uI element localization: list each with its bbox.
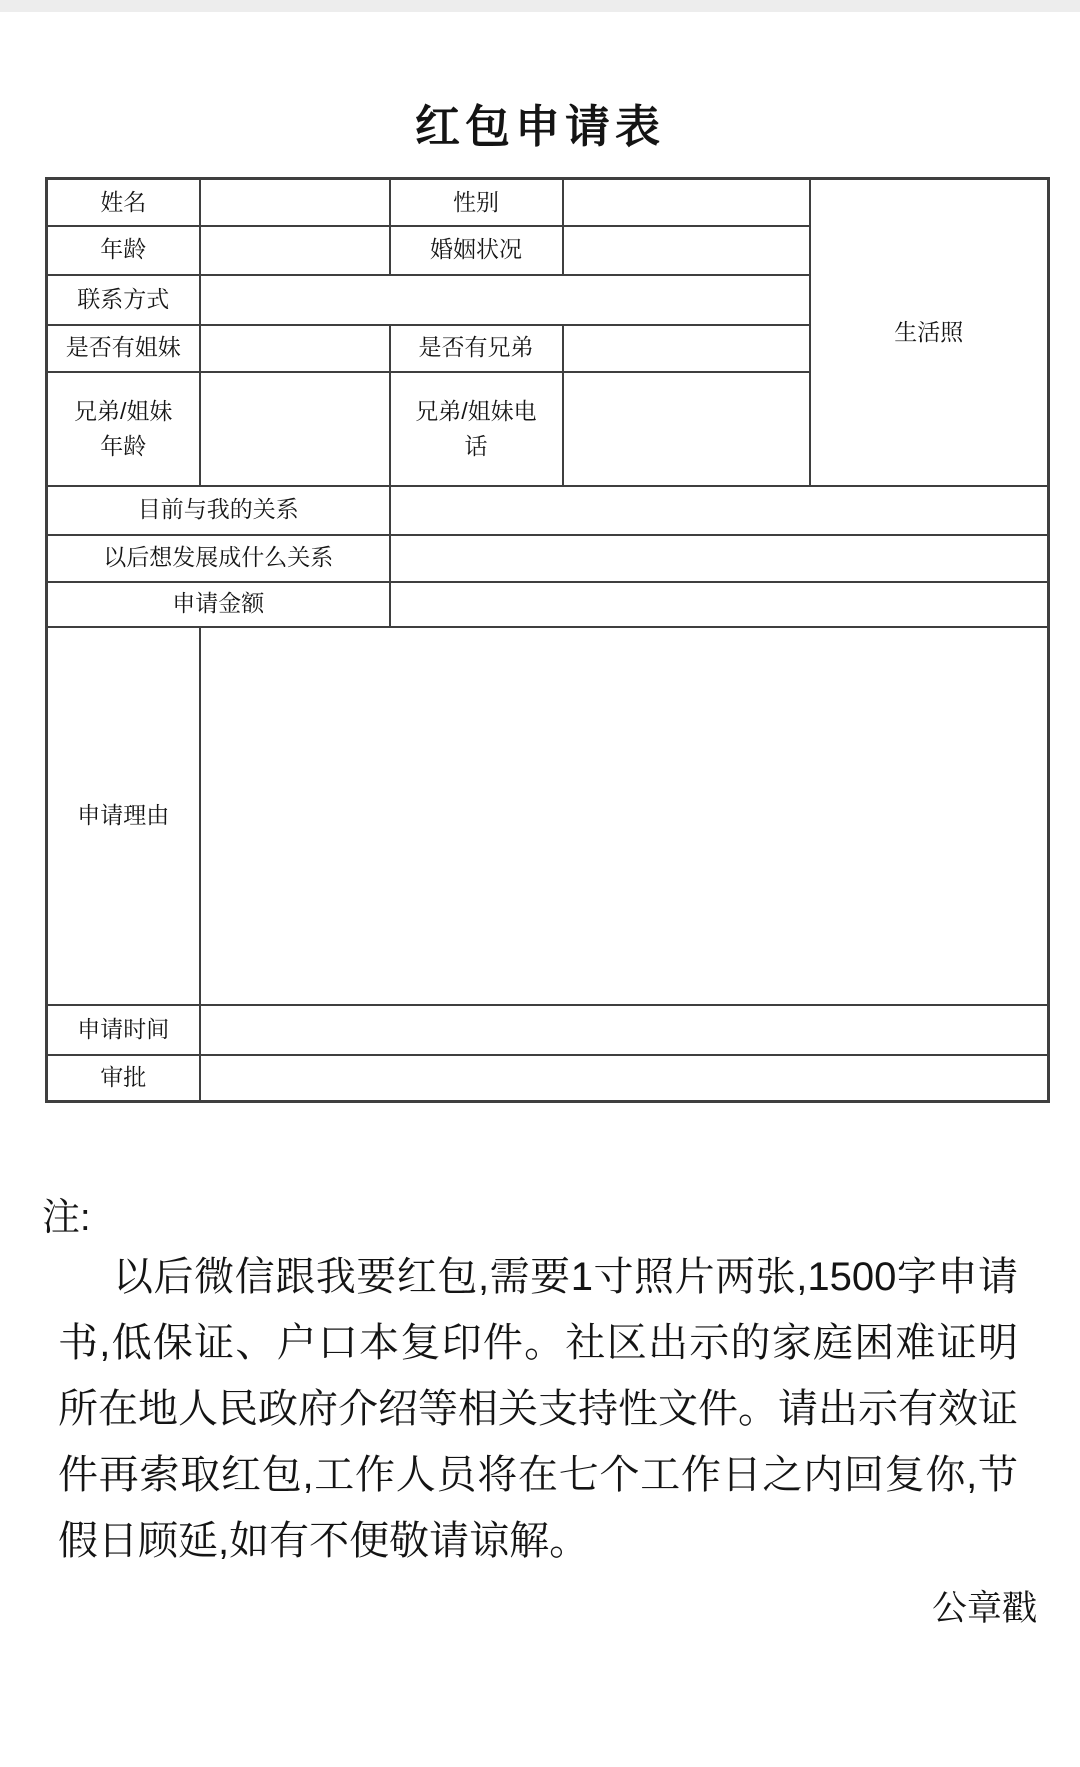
desired-relationship-label: 以后想发展成什么关系 [47, 535, 390, 582]
application-form-table [45, 177, 1050, 1103]
gender-label: 性别 [390, 179, 563, 226]
page-title: 红包申请表 [414, 102, 665, 152]
amount-label: 申请金额 [47, 582, 390, 627]
reason-label: 申请理由 [47, 627, 200, 1005]
has-sisters-value-cell[interactable] [200, 325, 390, 372]
has-brothers-value-cell[interactable] [563, 325, 810, 372]
sibling-age-value-cell[interactable] [200, 372, 390, 486]
contact-label: 联系方式 [47, 275, 200, 325]
reason-value-cell[interactable] [200, 627, 1049, 1005]
note-body-paragraph: 以后微信跟我要红包,需要1寸照片两张,1500字申请书,低保证、户口本复印件。社区出示的家庭困难证明所在地人民政府介绍等相关支持性文件。请出示有效证件再索取红包,工作人员将在七个工作日之内回复你,节假日顾延,如有不便敬请谅解。 [58, 1255, 1018, 1563]
table-row [47, 1055, 1049, 1102]
approval-label: 审批 [47, 1055, 200, 1102]
desired-relationship-value-cell[interactable] [390, 535, 1049, 582]
scan-top-edge [0, 0, 1080, 12]
table-row [47, 486, 1049, 535]
marital-status-value-cell[interactable] [563, 226, 810, 275]
contact-value-cell[interactable] [200, 275, 810, 325]
age-value-cell[interactable] [200, 226, 390, 275]
table-row [47, 582, 1049, 627]
current-relationship-value-cell[interactable] [390, 486, 1049, 535]
table-row [47, 1005, 1049, 1055]
name-value-cell[interactable] [200, 179, 390, 226]
sibling-phone-label-text: 兄弟/姐妹电话 [415, 398, 537, 459]
official-seal-label: 公章戳 [931, 1589, 1037, 1628]
has-sisters-label: 是否有姐妹 [47, 325, 200, 372]
table-row [47, 535, 1049, 582]
sibling-phone-label [390, 372, 563, 486]
apply-time-label: 申请时间 [47, 1005, 200, 1055]
approval-value-cell[interactable] [200, 1055, 1049, 1102]
current-relationship-label: 目前与我的关系 [47, 486, 390, 535]
gender-value-cell[interactable] [563, 179, 810, 226]
apply-time-value-cell[interactable] [200, 1005, 1049, 1055]
sibling-age-label-text: 兄弟/姐妹年龄 [74, 398, 173, 459]
life-photo-cell[interactable]: 生活照 [810, 179, 1049, 486]
name-label: 姓名 [47, 179, 200, 226]
age-label: 年龄 [47, 226, 200, 275]
marital-status-label: 婚姻状况 [390, 226, 563, 275]
table-row [47, 627, 1049, 1005]
has-brothers-label: 是否有兄弟 [390, 325, 563, 372]
amount-value-cell[interactable] [390, 582, 1049, 627]
note-label: 注: [42, 1197, 91, 1239]
sibling-phone-value-cell[interactable] [563, 372, 810, 486]
table-row [47, 179, 1049, 226]
sibling-age-label [47, 372, 200, 486]
